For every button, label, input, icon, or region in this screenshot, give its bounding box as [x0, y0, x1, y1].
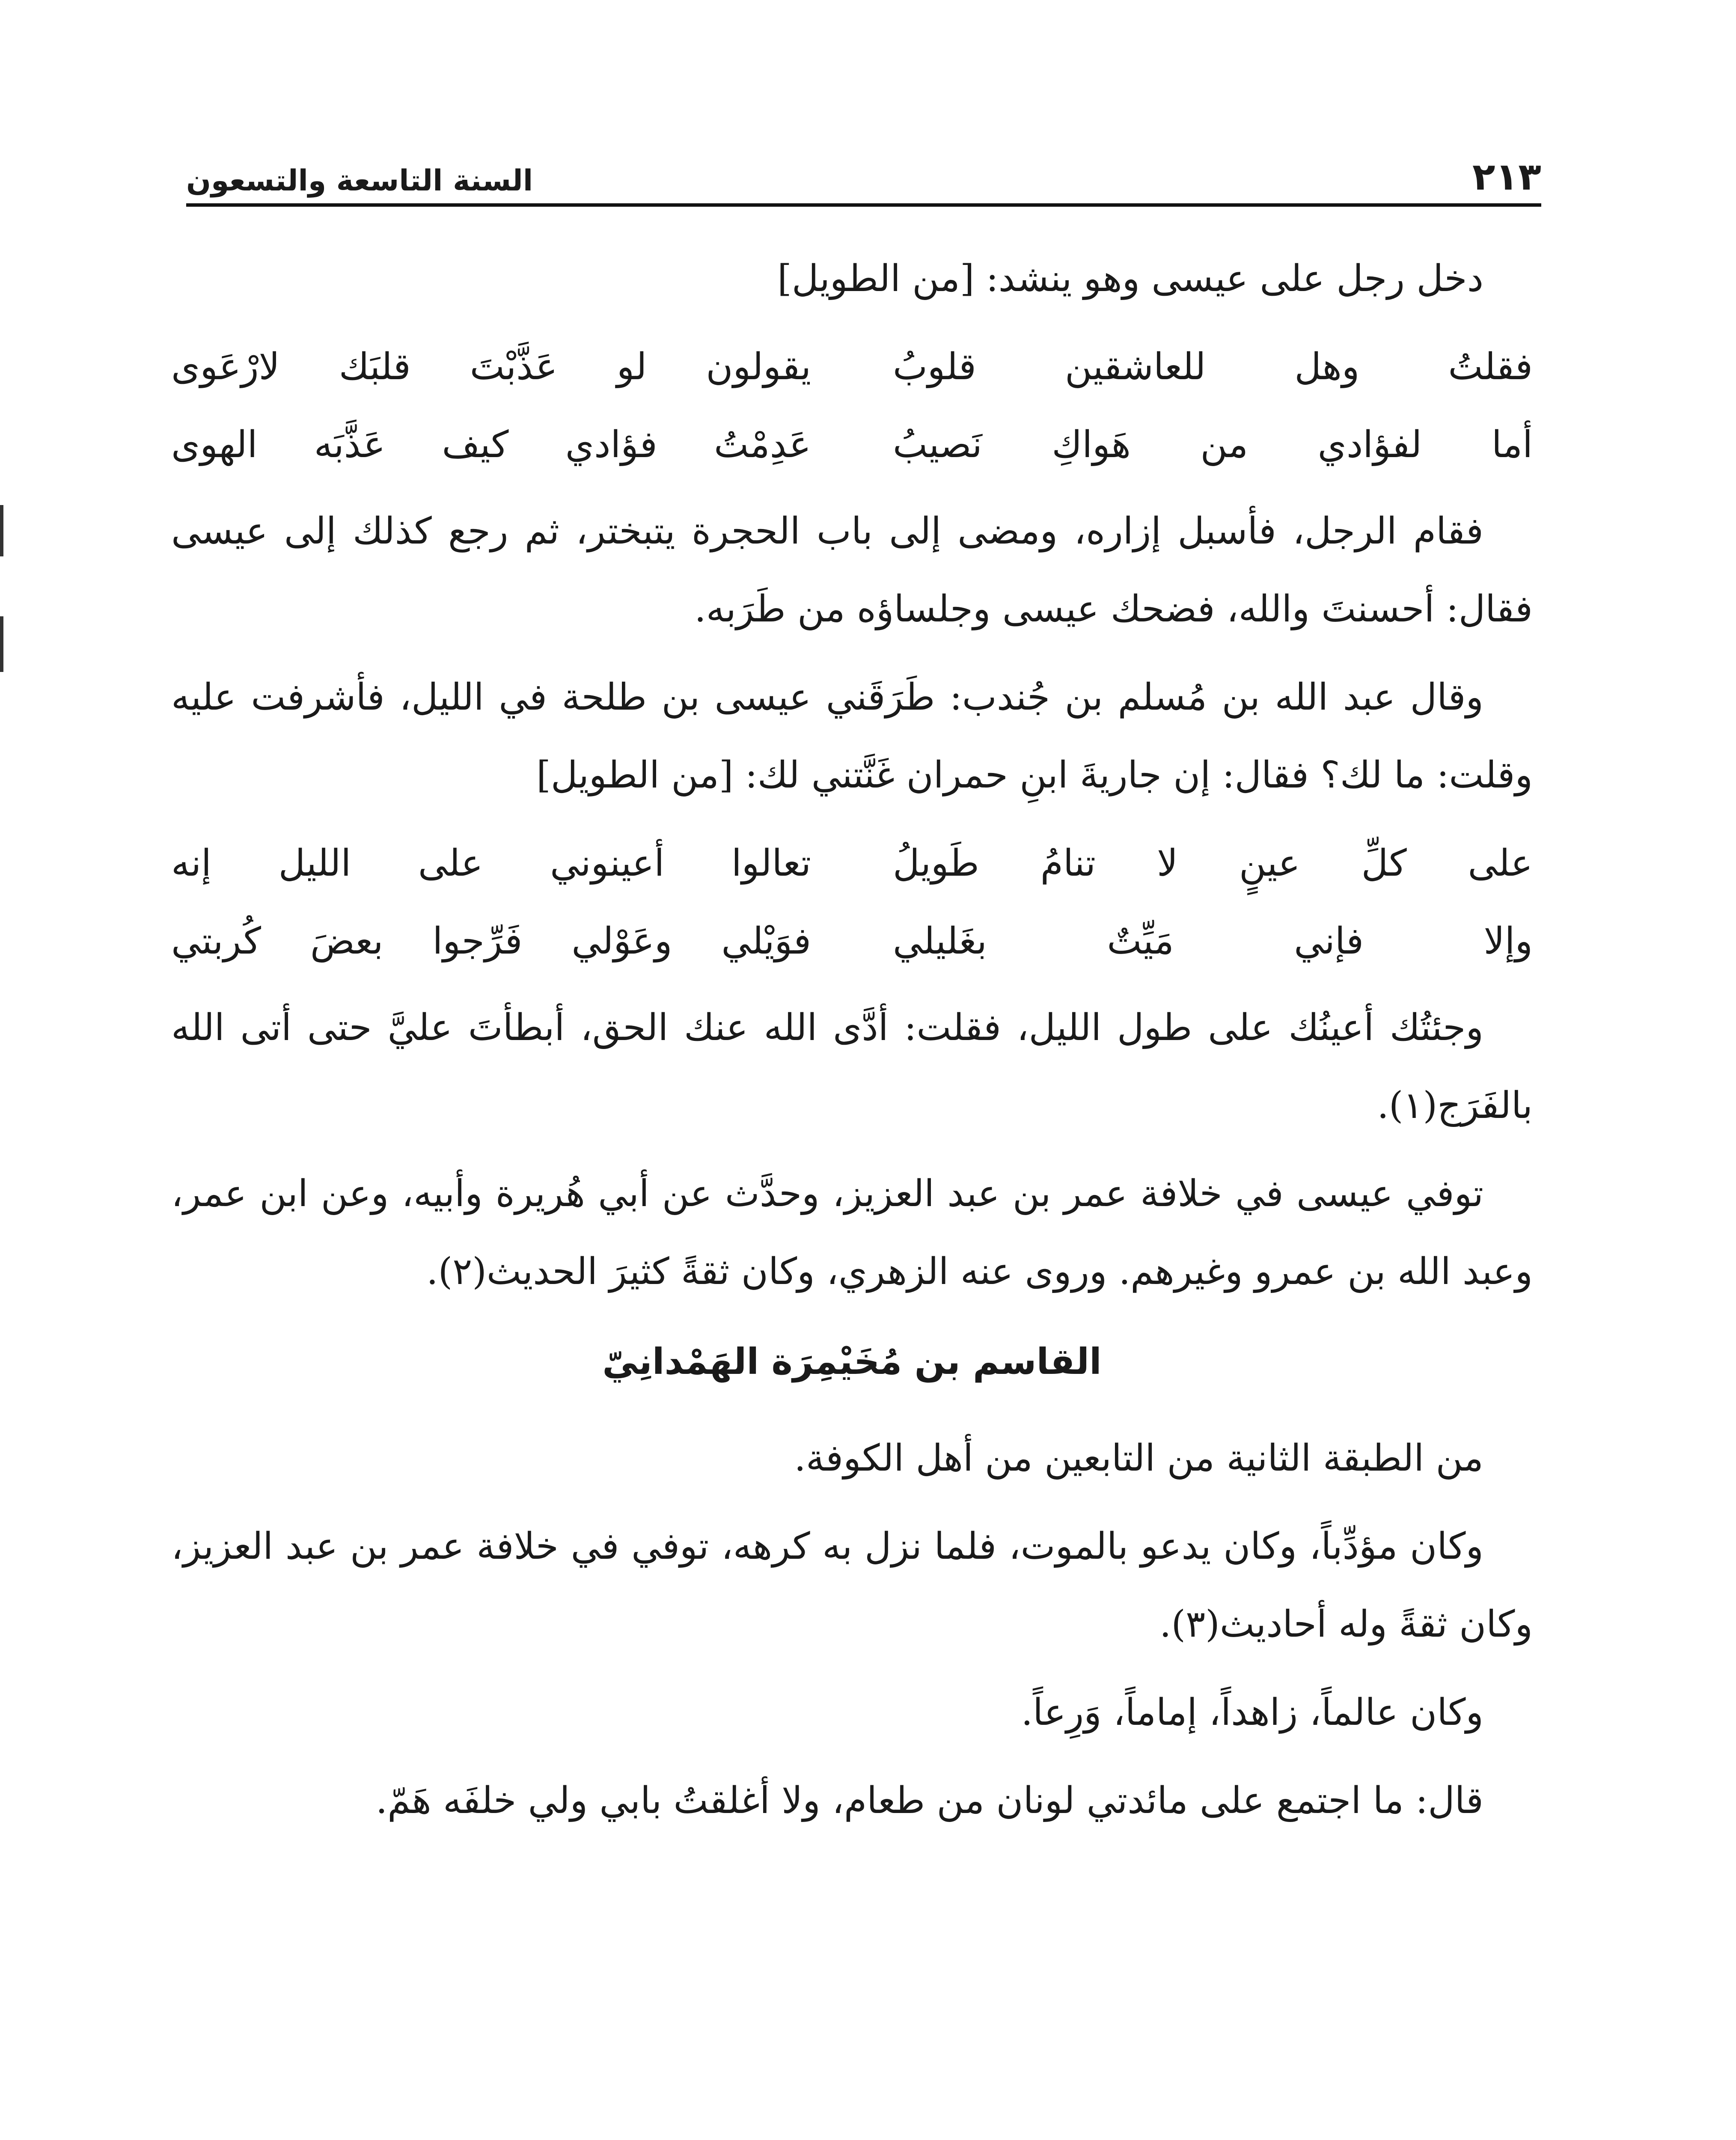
paragraph: من الطبقة الثانية من التابعين من أهل الكوفة. — [794, 1437, 1483, 1480]
verse-first-hemistich: عَدِمْتُ فؤادي كيف عَذَّبَه الهوى — [171, 423, 812, 466]
verse-line — [171, 406, 1533, 484]
verse-second-hemistich: فقلتُ وهل للعاشقين قلوبُ — [892, 345, 1533, 388]
paragraph: وجئتُك أعينُك على طول الليل، فقلت: أدَّى الله عنك الحق، أبطأتَ عليَّ حتى أتى الله بالفَرَج(١). — [171, 1006, 1533, 1127]
verse-second-hemistich: وإلا فإني مَيِّتٌ بغَليلي — [892, 920, 1533, 963]
verse-first-hemistich: يقولون لو عَذَّبْتَ قلبَك لارْعَوى — [171, 345, 812, 388]
verse-line — [171, 328, 1533, 406]
paragraph: وكان عالماً، زاهداً، إماماً، وَرِعاً. — [1021, 1691, 1483, 1734]
verse-line — [171, 902, 1533, 980]
verse-second-hemistich: أما لفؤادي من هَواكِ نَصيبُ — [892, 423, 1533, 466]
scan-edge-mark — [0, 616, 3, 672]
verse-first-hemistich: فوَيْلي وعَوْلي فَرِّجوا بعضَ كُربتي — [171, 920, 812, 963]
section-heading: القاسم بن مُخَيْمِرَة الهَمْدانِيّ — [602, 1340, 1102, 1382]
paragraph: قال: ما اجتمع على مائدتي لونان من طعام، ولا أغلقتُ بابي ولي خلفَه هَمّ. — [375, 1779, 1483, 1822]
paragraph: فقام الرجل، فأسبل إزاره، ومضى إلى باب الحجرة يتبختر، ثم رجع كذلك إلى عيسى فقال: أحسنتَ والله، فضحك عيسى وجلساؤه من طَرَبه. — [171, 510, 1533, 630]
header-rule — [186, 203, 1541, 207]
paragraph: وكان مؤدِّباً، وكان يدعو بالموت، فلما نزل به كرهه، توفي في خلافة عمر بن عبد العزيز، وكان ثقةً وله أحاديث(٣). — [171, 1525, 1533, 1646]
running-title: السنة التاسعة والتسعون — [186, 164, 533, 198]
poem-block — [171, 824, 1533, 980]
scan-edge-mark — [0, 505, 3, 556]
page-number: ٢١٣ — [1472, 155, 1541, 199]
main-text — [171, 240, 1533, 1850]
paragraph: وقال عبد الله بن مُسلم بن جُندب: طَرَقَني عيسى بن طلحة في الليل، فأشرفت عليه وقلت: ما لك؟ فقال: إن جاريةَ ابنِ حمران غَنَّتني لك: [من الطويل] — [171, 676, 1533, 797]
verse-second-hemistich: على كلِّ عينٍ لا تنامُ طَويلُ — [892, 842, 1533, 885]
verse-first-hemistich: تعالوا أعينوني على الليل إنه — [171, 842, 812, 885]
verse-line — [171, 824, 1533, 902]
poem-block — [171, 328, 1533, 484]
paragraph: دخل رجل على عيسى وهو ينشد: [من الطويل] — [777, 257, 1483, 300]
page-header — [186, 128, 1541, 203]
paragraph: توفي عيسى في خلافة عمر بن عبد العزيز، وحدَّث عن أبي هُريرة وأبيه، وعن ابن عمر، وعبد الله بن عمرو وغيرهم. وروى عنه الزهري، وكان ثقةً كثيرَ الحديث(٢). — [171, 1172, 1533, 1293]
